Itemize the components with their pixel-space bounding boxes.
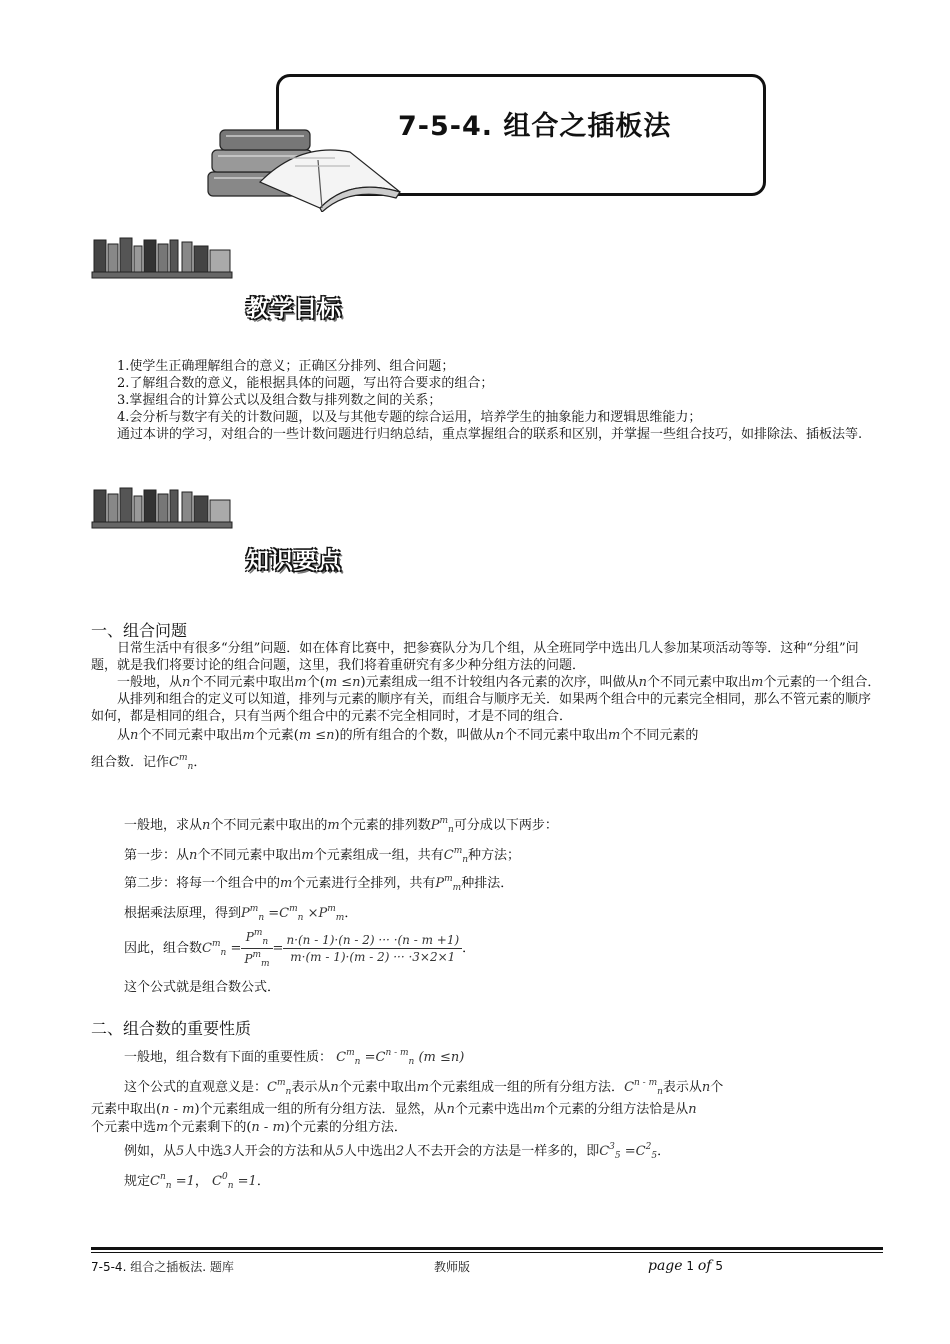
goal-item: 4.会分析与数字有关的计数问题，以及与其他专题的综合运用，培养学生的抽象能力和逻辑思维能力； bbox=[117, 410, 702, 425]
formula-line: 因此，组合数$C^m_n$ = $\frac{P^m_n}{P^m_m}$ = $\frac{n\cdot(n - 1)\cdot(n - 2) \cdot\cdot\cdot \cdot(n - m +1)}{m\cdot(m - 1)\cdot(m - 2) \cdot\cdot\cdot \cdot 3\times 2\times 1}$ ． bbox=[124, 928, 476, 969]
paragraph: 从排列和组合的定义可以知道，排列与元素的顺序有关，而组合与顺序无关．如果两个组合中的元素完全相同，那么不管元素的顺序如何，都是相同的组合，只有当两个组合中的元素不完全相同时，才是不同的组合． bbox=[91, 692, 872, 724]
goals-list bbox=[91, 358, 883, 443]
footer-rule bbox=[91, 1252, 883, 1253]
goal-summary: 通过本讲的学习，对组合的一些计数问题进行归纳总结，重点掌握组合的联系和区别，并掌握一些组合技巧，如排除法、插板法等. bbox=[117, 427, 863, 442]
text-line: 第一步：从n个不同元素中取出m个元素组成一组，共有$C^m_n$种方法； bbox=[124, 846, 521, 865]
paragraph: 日常生活中有很多“分组”问题．如在体育比赛中，把参赛队分为几个组，从全班同学中选出几人参加某项活动等等．这种“分组”问题，就是我们将要讨论的组合问题，这里，我们将着重研究有多少种分组方法的问题． bbox=[91, 641, 859, 673]
text-line: 这个公式的直观意义是：$C^m_n$表示从n个元素中取出m个元素组成一组的所有分组方法．$C^{n - m}_n$表示从n个 bbox=[124, 1078, 724, 1097]
bookshelf-icon bbox=[90, 236, 234, 280]
section-knowledge-label: 知识要点 bbox=[246, 548, 342, 574]
paragraph: 从n个不同元素中取出m个元素(m ≤n)的所有组合的个数，叫做从n个不同元素中取出m个不同元素的 组合数．记作$C^m_n$． bbox=[91, 728, 699, 772]
text-line: 一般地，求从n个不同元素中取出的m个元素的排列数$P^m_n$可分成以下两步： bbox=[124, 816, 558, 835]
text-line: 规定$C^n_n =1$， $C^0_n =1$． bbox=[124, 1172, 270, 1191]
footer-edition: 教师版 bbox=[434, 1260, 471, 1274]
footer-rule bbox=[91, 1247, 883, 1250]
paragraph: 一般地，从n个不同元素中取出m个(m ≤n)元素组成一组不计较组内各元素的次序，叫做从n个不同元素中取出m个元素的一个组合． bbox=[117, 675, 881, 690]
text-line: 元素中取出(n - m)个元素组成一组的所有分组方法．显然，从n个元素中选出m个元素的分组方法恰是从n bbox=[91, 1102, 697, 1117]
text-line: 个元素中选m个元素剩下的(n - m)个元素的分组方法． bbox=[91, 1120, 407, 1135]
page-title: 7-5-4. 组合之插板法 bbox=[398, 111, 672, 142]
books-illustration bbox=[200, 122, 410, 212]
part2-heading: 二、组合数的重要性质 bbox=[91, 1019, 252, 1038]
part1-body bbox=[91, 640, 883, 778]
goal-item: 2.了解组合数的意义，能根据具体的问题，写出符合要求的组合； bbox=[117, 376, 494, 391]
goal-item: 1.使学生正确理解组合的意义；正确区分排列、组合问题； bbox=[117, 359, 455, 374]
footer-doc-name: 7-5-4. 组合之插板法. 题库 bbox=[91, 1260, 234, 1274]
bookshelf-icon bbox=[90, 486, 234, 530]
text-line: 根据乘法原理，得到$P^m_n =C^m_n \times P^m_m$． bbox=[124, 904, 358, 923]
text-line: 第二步：将每一个组合中的m个元素进行全排列，共有$P^m_m$种排法． bbox=[124, 874, 514, 893]
text-line: 一般地，组合数有下面的重要性质： $C^m_n =C^{n - m}_n$ (m ≤n) bbox=[124, 1048, 465, 1067]
text-line: 例如，从5人中选3人开会的方法和从5人中选出2人不去开会的方法是一样多的，即$C^3_5 =C^2_5$． bbox=[124, 1142, 671, 1161]
goal-item: 3.掌握组合的计算公式以及组合数与排列数之间的关系； bbox=[117, 393, 442, 408]
footer-page-number: page 1 of 5 bbox=[648, 1258, 723, 1274]
section-goals-label: 教学目标 bbox=[246, 296, 342, 322]
text-line: 这个公式就是组合数公式． bbox=[124, 980, 281, 995]
part1-heading: 一、组合问题 bbox=[91, 621, 188, 640]
